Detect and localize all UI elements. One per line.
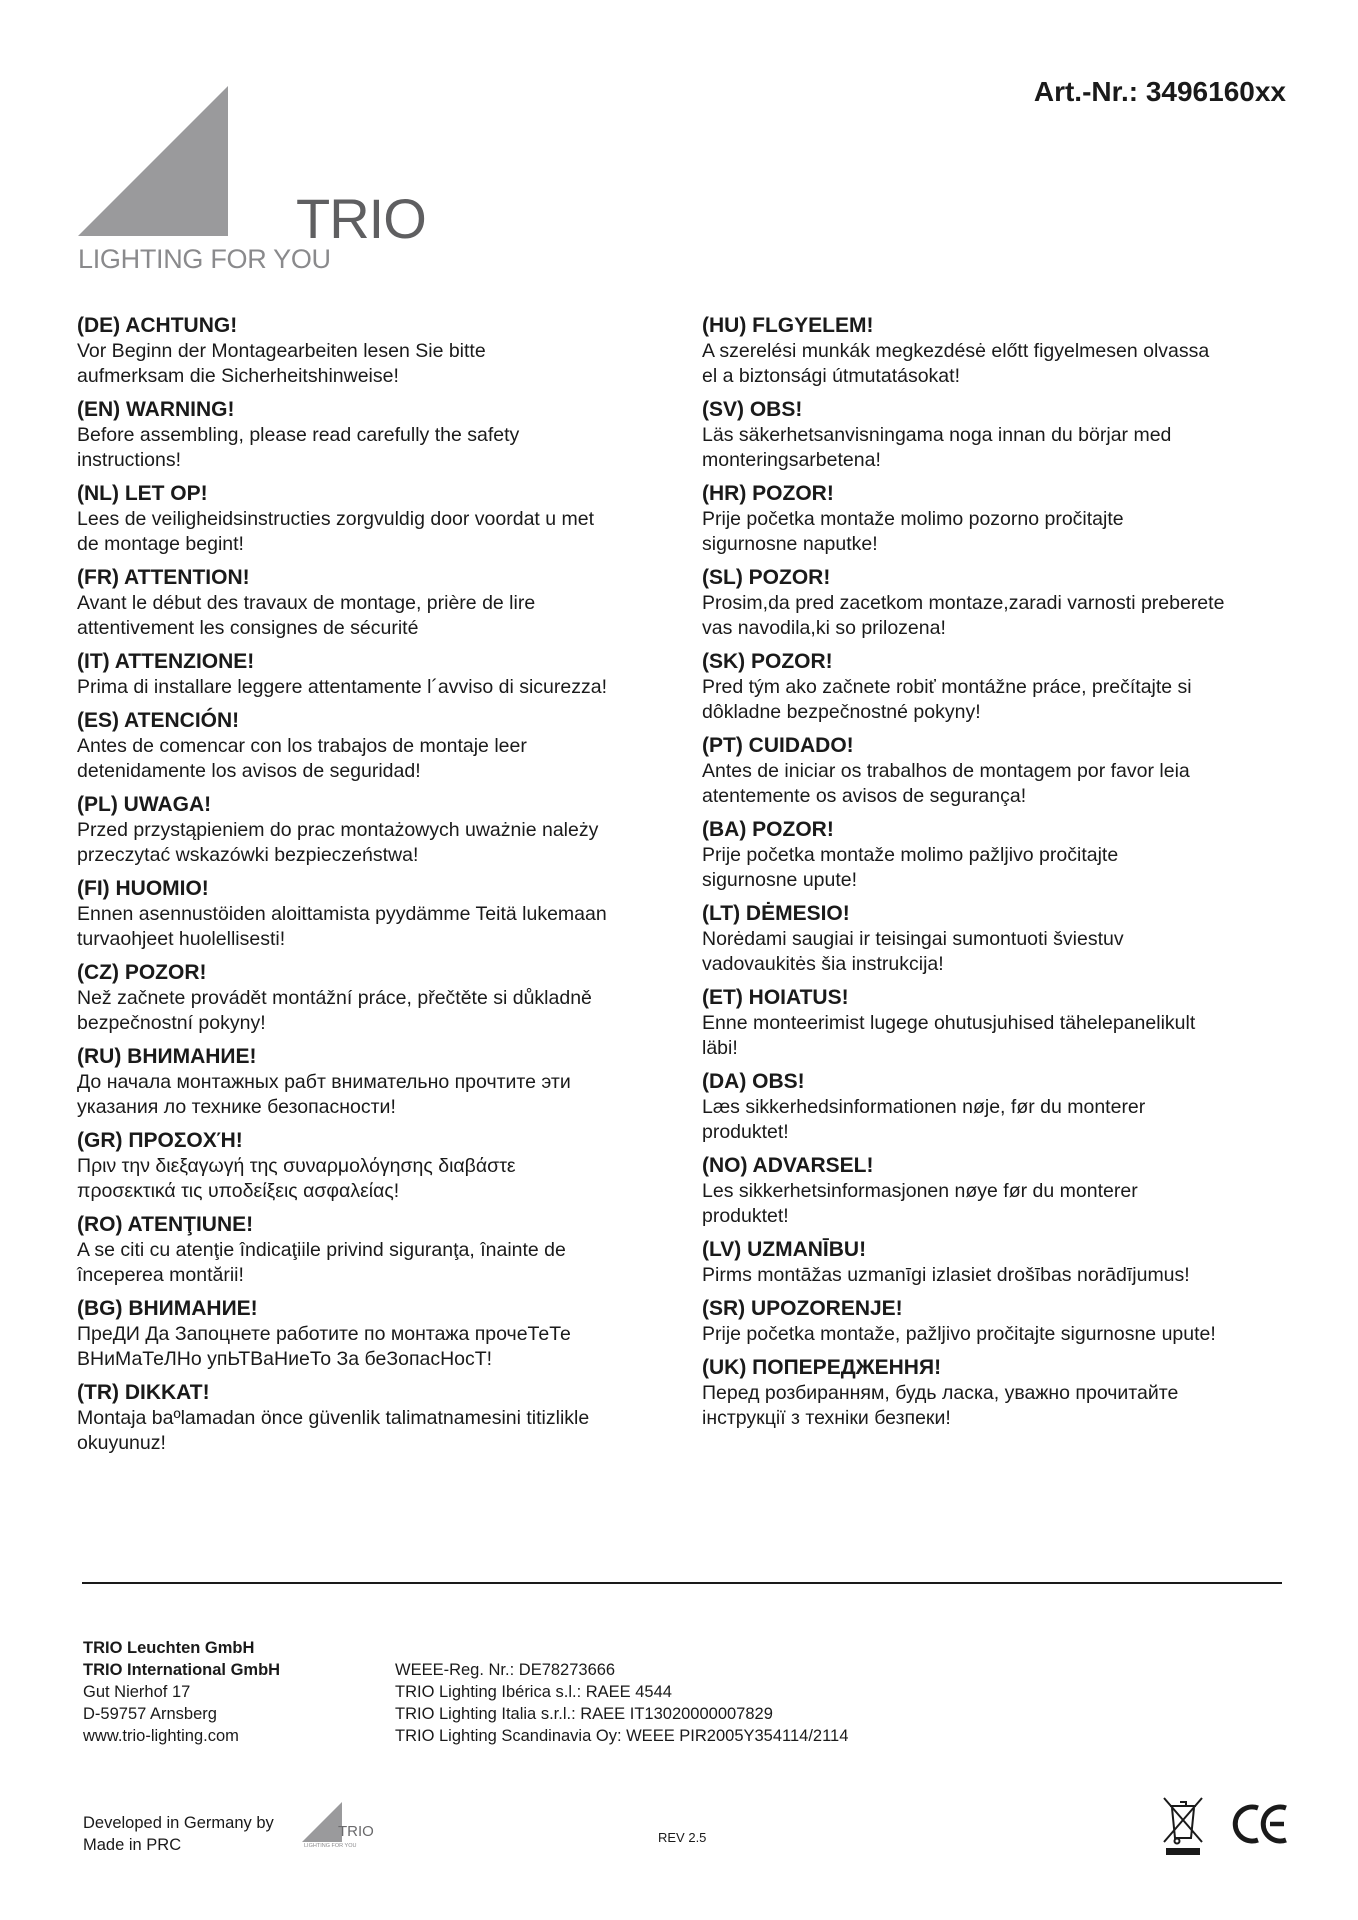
warning-title: (IT) ATTENZIONE! [77,650,255,673]
mini-trio-logo [300,1800,380,1848]
registration-line: TRIO Lighting Ibérica s.l.: RAEE 4544 [395,1683,672,1701]
warning-text: A szerelési munkák megkezdésė előtt figyelmesen olvassa [702,340,1210,362]
warning-text: aufmerksam die Sicherheitshinweise! [77,365,399,387]
warning-de [77,312,677,389]
warning-title: (RU) ВНИМАНИЕ! [77,1045,257,1068]
warning-text: Antes de comencar con los trabajos de montaje leer [77,735,527,757]
warning-text: Prije početka montaže molimo pažljivo pročitajte [702,844,1119,866]
warning-title: (FR) ATTENTION! [77,566,250,589]
warning-tr [77,1379,677,1456]
warning-text: el a biztonsági útmutatásokat! [702,365,960,387]
warning-text: Prije početka montaže molimo pozorno pročitajte [702,508,1124,530]
warning-es [77,707,677,784]
warning-text: produktet! [702,1121,789,1143]
registration-line: TRIO Lighting Italia s.r.l.: RAEE IT13020000007829 [395,1705,773,1723]
warning-no [702,1152,1302,1229]
warning-fr [77,564,677,641]
warning-text: vas navodila,ki so prilozena! [702,617,946,639]
warning-text: dôkladne bezpečnostné pokyny! [702,701,981,723]
warning-text: Antes de iniciar os trabalhos de montagem por favor leia [702,760,1190,782]
registration-line: WEEE-Reg. Nr.: DE78273666 [395,1661,616,1679]
registration-line: TRIO Lighting Scandinavia Oy: WEEE PIR2005Y354114/2114 [395,1727,849,1745]
warning-text: Vor Beginn der Montagearbeiten lesen Sie bitte [77,340,486,362]
footer-divider [82,1582,1282,1584]
company-name-1: TRIO Leuchten GmbH [83,1639,255,1657]
warning-text: Läs säkerhetsanvisningama noga innan du börjar med [702,424,1172,446]
warning-et [702,984,1302,1061]
warning-sk [702,648,1302,725]
warning-text: Prosim,da pred zacetkom montaze,zaradi varnosti preberete [702,592,1225,614]
warning-text: До начала монтажных рабт внимательно прочтите эти [77,1071,571,1093]
logo-word: TRIO [296,187,426,250]
warning-bg [77,1295,677,1372]
company-city: D-59757 Arnsberg [83,1705,217,1723]
warning-text: sigurnosne naputke! [702,533,878,555]
warning-title: (NO) ADVARSEL! [702,1154,874,1177]
warning-text: Przed przystąpieniem do prac montażowych uważnie należy [77,819,599,841]
warning-text: okuyunuz! [77,1432,166,1454]
warning-hu [702,312,1302,389]
warning-title: (GR) ΠΡΟΣΟΧΉ! [77,1129,243,1152]
warning-text: attentivement les consignes de sécurité [77,617,419,639]
warning-text: указания ло технике безопасности! [77,1096,396,1118]
warning-text: Πριν την διεξαγωγή της συναρμολόγησης διαβάστε [77,1155,516,1177]
warning-text: przeczytać wskazówki bezpieczeństwa! [77,844,419,866]
warning-text: bezpečnostní pokyny! [77,1012,266,1034]
warnings-right-column [702,312,1302,1438]
warning-title: (BA) POZOR! [702,818,834,841]
warning-text: Prije početka montaže, pažljivo pročitajte sigurnosne upute! [702,1323,1216,1345]
warning-text: Les sikkerhetsinformasjonen nøye før du monterer [702,1180,1138,1202]
warning-text: Montaja baºlamadan önce güvenlik talimatnamesini titizlikle [77,1407,590,1429]
warning-da [702,1068,1302,1145]
warning-title: (CZ) POZOR! [77,961,207,984]
warning-text: instructions! [77,449,182,471]
warning-text: ВНиМаТеЛНо упЬТВаНиеТо За беЗопасНосТ! [77,1348,493,1370]
warning-title: (SV) OBS! [702,398,803,421]
warning-text: de montage begint! [77,533,244,555]
warning-ru [77,1043,677,1120]
warning-text: Enne monteerimist lugege ohutusjuhised tähelepanelikult [702,1012,1196,1034]
warning-text: Norėdami saugiai ir teisingai sumontuoti šviestuv [702,928,1124,950]
warning-title: (DE) ACHTUNG! [77,314,238,337]
logo-tagline: LIGHTING FOR YOU [78,244,331,274]
weee-bin-icon [1160,1792,1206,1856]
warning-text: Lees de veiligheidsinstructies zorgvuldig door voordat u met [77,508,595,530]
company-street: Gut Nierhof 17 [83,1683,191,1701]
warning-sl [702,564,1302,641]
trio-logo [78,86,426,286]
warning-en [77,396,677,473]
warning-text: Než začnete provádět montážní práce, přečtěte si důkladně [77,987,592,1009]
warning-title: (BG) ВНИМАНИЕ! [77,1297,258,1320]
company-address [83,1637,280,1747]
warning-cz [77,959,677,1036]
warning-title: (SR) UPOZORENJE! [702,1297,903,1320]
warning-text: Pred tým ako začnete robiť montážne práce, prečítajte si [702,676,1192,698]
warning-text: προσεκτικά τις υποδείξεις ασφαλείας! [77,1180,400,1202]
ce-mark-icon [1232,1802,1290,1846]
warning-text: läbi! [702,1037,738,1059]
warning-hr [702,480,1302,557]
warning-title: (ES) ATENCIÓN! [77,709,240,732]
warning-title: (NL) LET OP! [77,482,208,505]
origin-info [83,1812,274,1856]
warning-text: începerea montării! [77,1264,244,1286]
warning-lt [702,900,1302,977]
warning-text: A se citi cu atenţie îndicaţiile privind siguranţa, înainte de [77,1239,566,1261]
warning-title: (DA) OBS! [702,1070,805,1093]
warning-text: ПреДИ Да Запоцнете работите по монтажа прочеТеТе [77,1323,571,1345]
warning-text: atentemente os avisos de segurança! [702,785,1027,807]
warning-text: sigurnosne upute! [702,869,858,891]
company-name-2: TRIO International GmbH [83,1661,281,1679]
warning-ro [77,1211,677,1288]
warning-text: Before assembling, please read carefully the safety [77,424,520,446]
warning-text: detenidamente los avisos de seguridad! [77,760,421,782]
warning-text: monteringsarbetena! [702,449,881,471]
warning-text: Pirms montāžas uzmanīgi izlasiet drošības norādījumus! [702,1264,1190,1286]
warning-title: (HU) FLGYELEM! [702,314,874,337]
warning-lv [702,1236,1302,1288]
warning-fi [77,875,677,952]
mini-logo-word: TRIO [338,1823,374,1840]
warning-text: vadovaukitės šia instrukcija! [702,953,944,975]
warning-title: (PT) CUIDADO! [702,734,854,757]
warning-ba [702,816,1302,893]
warning-title: (UK) ПОПЕРЕДЖЕННЯ! [702,1356,942,1379]
warning-text: Ennen asennustöiden aloittamista pyydämme Teitä lukemaan [77,903,607,925]
warning-title: (RO) ATENŢIUNE! [77,1213,254,1236]
warning-gr [77,1127,677,1204]
warning-sr [702,1295,1302,1347]
warning-it [77,648,677,700]
warning-sv [702,396,1302,473]
warning-text: Avant le début des travaux de montage, prière de lire [77,592,536,614]
company-website: www.trio-lighting.com [83,1727,239,1745]
warning-uk [702,1354,1302,1431]
article-number: Art.-Nr.: 3496160xx [1033,76,1286,107]
warning-pl [77,791,677,868]
warning-text: інструкції з техніки безпеки! [702,1407,951,1429]
warning-title: (EN) WARNING! [77,398,235,421]
warning-text: Перед розбиранням, будь ласка, уважно прочитайте [702,1382,1179,1404]
warning-title: (ET) HOIATUS! [702,986,849,1009]
mini-logo-tagline: LIGHTING FOR YOU [304,1843,357,1848]
warning-title: (FI) HUOMIO! [77,877,209,900]
made-in: Made in PRC [83,1836,182,1854]
warnings-left-column [77,312,677,1463]
warning-text: produktet! [702,1205,789,1227]
warning-text: Prima di installare leggere attentamente l´avviso di sicurezza! [77,676,607,698]
mini-logo-triangle-icon [300,1800,380,1848]
logo-triangle-icon [78,86,238,236]
warning-nl [77,480,677,557]
warning-title: (SK) POZOR! [702,650,833,673]
warning-title: (LT) DĖMESIO! [702,902,850,925]
warning-title: (SL) POZOR! [702,566,831,589]
registration-numbers [395,1659,848,1747]
developed-in: Developed in Germany by [83,1814,274,1832]
warning-title: (PL) UWAGA! [77,793,212,816]
warning-title: (LV) UZMANĪBU! [702,1238,867,1261]
warning-title: (TR) DIKKAT! [77,1381,210,1404]
warning-title: (HR) POZOR! [702,482,834,505]
warning-text: Læs sikkerhedsinformationen nøje, før du monterer [702,1096,1146,1118]
warning-text: turvaohjeet huolellisesti! [77,928,286,950]
warning-pt [702,732,1302,809]
revision-label: REV 2.5 [658,1830,707,1845]
